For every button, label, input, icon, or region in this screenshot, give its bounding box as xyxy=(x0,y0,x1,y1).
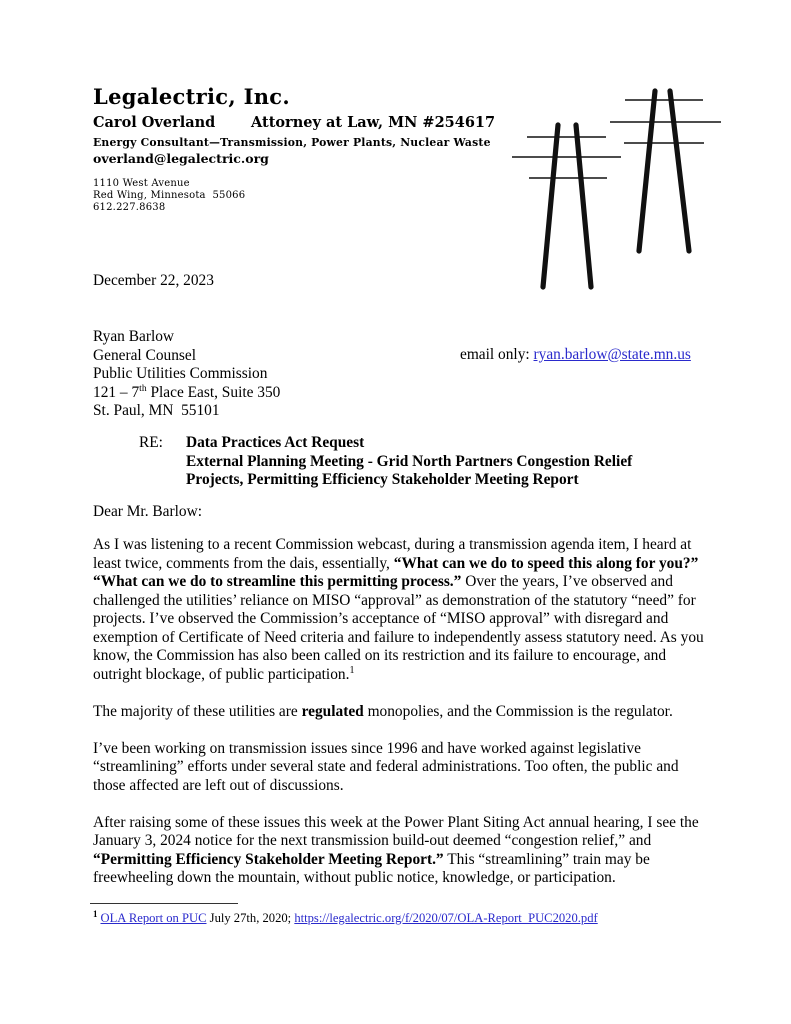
re-subject-1: Data Practices Act Request xyxy=(186,434,365,451)
letterhead-contact-block xyxy=(93,178,513,214)
p2-bold-word: regulated xyxy=(301,702,364,720)
p2-text-a: The majority of these utilities are xyxy=(93,702,302,720)
letterhead xyxy=(93,84,513,214)
re-subject-3: Projects, Permitting Efficiency Stakeholder Meeting Report xyxy=(186,471,579,489)
p3-text: I’ve been working on transmission issues since 1996 and have worked against legislative “streamlining” efforts under several state and federal administrations. Too often, the public and those affected are left out of discussions. xyxy=(93,739,679,794)
recipient-name: Ryan Barlow xyxy=(93,328,175,345)
recipient-street xyxy=(93,384,280,403)
recipient-email-link[interactable]: ryan.barlow@state.mn.us xyxy=(533,346,691,363)
body-paragraph-3 xyxy=(93,740,705,796)
footnote-separator xyxy=(90,903,238,904)
recipient-address-block xyxy=(93,328,280,421)
company-name: Legalectric, Inc. xyxy=(93,84,290,109)
letterhead-tagline: Energy Consultant—Transmission, Power Plants, Nuclear Waste xyxy=(93,136,491,149)
recipient-street-number: 121 – 7 xyxy=(93,383,140,401)
re-subject-lines xyxy=(186,434,632,490)
body-paragraph-4 xyxy=(93,814,705,888)
email-only-label: email only: xyxy=(460,346,534,363)
letterhead-name-row xyxy=(93,114,513,132)
footnote-marker: 1 xyxy=(93,908,98,919)
body-paragraph-2 xyxy=(93,703,705,722)
footnote xyxy=(93,910,718,926)
re-label: RE: xyxy=(139,434,163,451)
recipient-org: Public Utilities Commission xyxy=(93,365,268,383)
salutation: Dear Mr. Barlow: xyxy=(93,503,202,520)
re-subject-2: External Planning Meeting - Grid North Partners Congestion Relief xyxy=(186,452,633,470)
p2-text-b: monopolies, and the Commission is the regulator. xyxy=(363,702,673,720)
letterhead-street: 1110 West Avenue xyxy=(93,178,190,189)
p4-text-b: This “streamlining” train may be freewheeling down the mountain, without public notice, knowledge, or participation. xyxy=(93,850,650,886)
attorney-title: Attorney at Law, MN #254617 xyxy=(251,114,496,131)
attorney-name: Carol Overland xyxy=(93,114,216,131)
letter-date: December 22, 2023 xyxy=(93,272,214,289)
p1-text-b: Over the years, I’ve observed and challenged the utilities’ reliance on MISO “approval” as demonstration of the statutory “need” for projects. I’ve observed the Commission’s acceptance of “MISO approval” with disregard and exemption of Certificate of Need criteria and failure to independently assess statutory need. As you know, the Commission has also been called on its restriction and its failure to encourage, and outright blockage, of public participation. xyxy=(93,573,704,683)
p4-bold-title: “Permitting Efficiency Stakeholder Meeting Report.” xyxy=(93,850,444,868)
letterhead-phone: 612.227.8638 xyxy=(93,202,166,213)
recipient-title: General Counsel xyxy=(93,346,197,364)
recipient-city: St. Paul, MN 55101 xyxy=(93,402,220,420)
p1-bold-quote: “What can we do to speed this along for you?” “What can we do to streamline this permitting process.” xyxy=(93,554,699,590)
ordinal-suffix: th xyxy=(139,382,147,394)
transmission-towers-icon xyxy=(505,85,725,292)
recipient-street-rest: Place East, Suite 350 xyxy=(146,383,281,401)
letterhead-email: overland@legalectric.org xyxy=(93,151,269,166)
p1-text-a: As I was listening to a recent Commission webcast, during a transmission agenda item, I heard at least twice, comments from the dais, essentially, xyxy=(93,536,692,572)
email-only-line xyxy=(460,346,691,364)
footnote-ola-report-link[interactable]: OLA Report on PUC xyxy=(100,911,207,925)
footnote-mid-text: July 27th, 2020; xyxy=(206,911,295,925)
body-paragraph-1 xyxy=(93,536,705,684)
p4-text-a: After raising some of these issues this week at the Power Plant Siting Act annual hearing, I see the January 3, 2024 notice for the next transmission build-out deemed “congestion relief,” and xyxy=(93,813,699,849)
footnote-url-link[interactable]: https://legalectric.org/f/2020/07/OLA-Report_PUC2020.pdf xyxy=(294,911,598,925)
letter-body xyxy=(93,536,705,888)
footnote-ref-1: 1 xyxy=(349,664,355,676)
letterhead-city: Red Wing, Minnesota 55066 xyxy=(93,190,246,201)
re-block xyxy=(139,434,632,490)
